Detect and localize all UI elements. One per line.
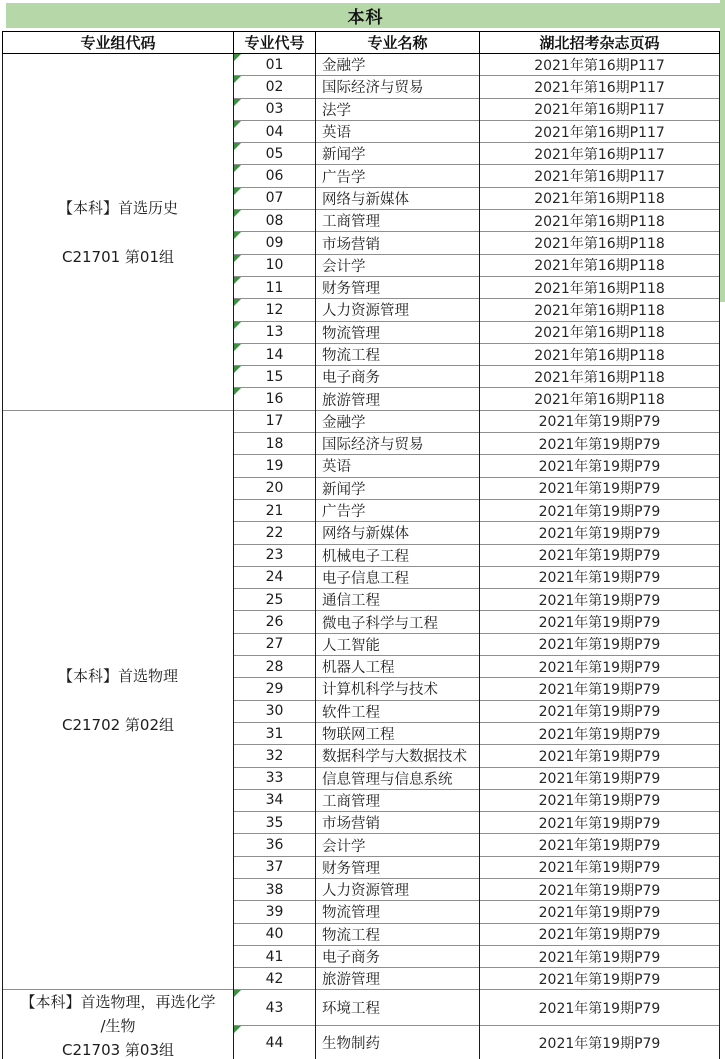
column-header-magazine-page: 湖北招考杂志页码 [480,32,720,54]
major-code-cell [234,566,316,588]
major-name-cell: 国际经济与贸易 [316,433,480,455]
magazine-page-cell: 2021年第19期P79 [480,812,720,834]
magazine-page-cell: 2021年第19期P79 [480,990,720,1025]
major-code-cell [234,767,316,789]
major-code: 09 [265,235,284,252]
major-code: 44 [265,1034,284,1051]
magazine-page-cell: 2021年第19期P79 [480,856,720,878]
major-name-cell: 网络与新媒体 [316,187,480,209]
major-code-cell [234,589,316,611]
major-name-cell: 国际经济与贸易 [316,76,480,98]
table-header [3,32,720,54]
major-code-cell [234,410,316,432]
magazine-page-cell: 2021年第19期P79 [480,656,720,678]
major-name-cell: 信息管理与信息系统 [316,767,480,789]
table-row [3,410,720,432]
major-group [3,54,720,411]
major-code: 22 [265,524,284,541]
major-name-cell: 微电子科学与工程 [316,611,480,633]
column-header-major-code: 专业代号 [234,32,316,54]
major-code-cell [234,878,316,900]
group-label-line: 【本科】首选历史 [57,198,178,217]
magazine-page-cell: 2021年第16期P118 [480,343,720,365]
major-name-cell: 广告学 [316,499,480,521]
major-code: 07 [265,190,284,207]
major-code: 23 [265,547,284,564]
major-name-cell: 物流工程 [316,343,480,365]
major-name-cell: 旅游管理 [316,968,480,990]
major-name-cell: 市场营销 [316,232,480,254]
major-code-cell [234,165,316,187]
major-code-cell [234,388,316,410]
major-name-cell: 电子信息工程 [316,566,480,588]
magazine-page-cell: 2021年第19期P79 [480,678,720,700]
major-code-cell [234,455,316,477]
major-code-cell [234,611,316,633]
magazine-page-cell: 2021年第19期P79 [480,745,720,767]
magazine-page-cell: 2021年第19期P79 [480,878,720,900]
column-header-major-name: 专业名称 [316,32,480,54]
cell-corner-marker-icon [234,76,241,83]
cell-corner-marker-icon [234,121,241,128]
major-code-cell [234,143,316,165]
major-code-cell [234,633,316,655]
major-name-cell: 财务管理 [316,276,480,298]
major-code-cell [234,722,316,744]
magazine-page-cell: 2021年第19期P79 [480,834,720,856]
magazine-page-cell: 2021年第16期P117 [480,165,720,187]
major-code: 37 [265,859,284,876]
major-code: 38 [265,881,284,898]
major-name-cell: 新闻学 [316,477,480,499]
major-code-cell [234,54,316,76]
cell-corner-marker-icon [234,388,241,395]
group-label [3,665,233,735]
major-code-cell [234,433,316,455]
major-code: 20 [265,480,284,497]
major-code: 10 [265,257,284,274]
major-name-cell: 物流管理 [316,321,480,343]
major-code: 03 [265,101,284,118]
major-code-cell [234,98,316,120]
major-name-cell: 物流工程 [316,923,480,945]
major-code: 11 [265,279,284,296]
magazine-page-cell: 2021年第16期P118 [480,210,720,232]
major-code: 04 [265,123,284,140]
magazine-page-cell: 2021年第16期P118 [480,299,720,321]
magazine-page-cell: 2021年第19期P79 [480,767,720,789]
magazine-page-cell: 2021年第19期P79 [480,700,720,722]
major-code: 39 [265,903,284,920]
major-name-cell: 计算机科学与技术 [316,678,480,700]
major-name-cell: 英语 [316,455,480,477]
major-code: 12 [265,301,284,318]
major-code: 16 [265,391,284,408]
group-label-line: /生物 [100,1016,136,1035]
group-label-line: 【本科】首选物理，再选化学 [20,992,216,1011]
table-row [3,54,720,76]
major-code: 40 [265,926,284,943]
major-code-cell [234,901,316,923]
magazine-page-cell: 2021年第19期P79 [480,901,720,923]
magazine-page-cell: 2021年第16期P118 [480,254,720,276]
major-code-cell [234,812,316,834]
magazine-page-cell: 2021年第16期P118 [480,187,720,209]
major-code: 41 [265,948,284,965]
cell-corner-marker-icon [234,366,241,373]
major-code: 34 [265,792,284,809]
major-name-cell: 广告学 [316,165,480,187]
cell-corner-marker-icon [234,99,241,106]
major-code-cell [234,968,316,990]
major-name-cell: 网络与新媒体 [316,522,480,544]
major-name-cell: 机械电子工程 [316,544,480,566]
major-code: 05 [265,145,284,162]
major-code: 06 [265,168,284,185]
major-name-cell: 物联网工程 [316,722,480,744]
major-name-cell: 电子商务 [316,945,480,967]
major-code: 27 [265,636,284,653]
magazine-page-cell: 2021年第19期P79 [480,633,720,655]
major-code-cell [234,1025,316,1059]
right-green-strip [720,0,725,302]
column-header-group-code: 专业组代码 [3,32,234,54]
cell-corner-marker-icon [234,165,241,172]
major-code-cell [234,656,316,678]
major-code-cell [234,499,316,521]
major-code: 08 [265,212,284,229]
major-code-cell [234,945,316,967]
group-label-cell [3,54,234,411]
major-code: 28 [265,658,284,675]
magazine-page-cell: 2021年第16期P117 [480,120,720,142]
major-name-cell: 工商管理 [316,789,480,811]
cell-corner-marker-icon [234,1026,241,1033]
major-code: 36 [265,837,284,854]
magazine-page-cell: 2021年第19期P79 [480,499,720,521]
major-name-cell: 人工智能 [316,633,480,655]
major-code-cell [234,321,316,343]
major-name-cell: 新闻学 [316,143,480,165]
major-code: 19 [265,457,284,474]
major-code: 21 [265,502,284,519]
major-code-cell [234,232,316,254]
majors-table [2,31,720,1059]
major-name-cell: 人力资源管理 [316,878,480,900]
magazine-page-cell: 2021年第19期P79 [480,923,720,945]
major-code: 42 [265,970,284,987]
major-code: 33 [265,770,284,787]
major-name-cell: 环境工程 [316,990,480,1025]
magazine-page-cell: 2021年第19期P79 [480,589,720,611]
major-code: 43 [265,999,284,1016]
group-label [3,197,233,267]
major-code-cell [234,366,316,388]
major-code: 29 [265,680,284,697]
major-name-cell: 物流管理 [316,901,480,923]
cell-corner-marker-icon [234,255,241,262]
table-title-band [6,3,725,28]
major-code-cell [234,210,316,232]
magazine-page-cell: 2021年第19期P79 [480,611,720,633]
major-code-cell [234,834,316,856]
major-name-cell: 金融学 [316,410,480,432]
major-name-cell: 机器人工程 [316,656,480,678]
major-code-cell [234,923,316,945]
cell-corner-marker-icon [234,143,241,150]
major-code-cell [234,254,316,276]
magazine-page-cell: 2021年第19期P79 [480,455,720,477]
major-code: 14 [265,346,284,363]
group-label-cell [3,410,234,990]
magazine-page-cell: 2021年第19期P79 [480,410,720,432]
table-title: 本科 [347,8,384,28]
major-code-cell [234,745,316,767]
magazine-page-cell: 2021年第19期P79 [480,522,720,544]
major-code-cell [234,522,316,544]
major-name-cell: 会计学 [316,834,480,856]
group-label-line: 【本科】首选物理 [57,667,178,686]
major-name-cell: 人力资源管理 [316,299,480,321]
major-code: 18 [265,435,284,452]
major-code: 25 [265,591,284,608]
major-code: 13 [265,324,284,341]
major-name-cell: 电子商务 [316,366,480,388]
magazine-page-cell: 2021年第16期P118 [480,366,720,388]
major-code-cell [234,856,316,878]
major-code-cell [234,343,316,365]
magazine-page-cell: 2021年第16期P117 [480,76,720,98]
major-name-cell: 英语 [316,120,480,142]
magazine-page-cell: 2021年第16期P118 [480,388,720,410]
major-code: 02 [265,78,284,95]
magazine-page-cell: 2021年第16期P118 [480,232,720,254]
group-label-line: C21702 第02组 [61,716,175,735]
major-code-cell [234,990,316,1025]
magazine-page-cell: 2021年第16期P117 [480,54,720,76]
header-row [3,32,720,54]
major-code: 30 [265,703,284,720]
major-group [3,410,720,990]
magazine-page-cell: 2021年第19期P79 [480,544,720,566]
major-code: 01 [265,56,284,73]
group-label-line: C21703 第03组 [61,1040,175,1059]
table-row [3,990,720,1025]
major-code: 35 [265,814,284,831]
major-name-cell: 生物制药 [316,1025,480,1059]
major-code: 24 [265,569,284,586]
major-code: 32 [265,747,284,764]
magazine-page-cell: 2021年第16期P118 [480,276,720,298]
magazine-page-cell: 2021年第19期P79 [480,722,720,744]
major-name-cell: 会计学 [316,254,480,276]
major-name-cell: 工商管理 [316,210,480,232]
magazine-page-cell: 2021年第19期P79 [480,968,720,990]
magazine-page-cell: 2021年第19期P79 [480,789,720,811]
group-label-cell [3,990,234,1059]
cell-corner-marker-icon [234,232,241,239]
major-code: 26 [265,614,284,631]
major-code-cell [234,789,316,811]
magazine-page-cell: 2021年第19期P79 [480,477,720,499]
major-code: 17 [265,413,284,430]
major-code-cell [234,700,316,722]
magazine-page-cell: 2021年第16期P117 [480,98,720,120]
major-name-cell: 软件工程 [316,700,480,722]
magazine-page-cell: 2021年第19期P79 [480,945,720,967]
magazine-page-cell: 2021年第19期P79 [480,566,720,588]
major-code-cell [234,678,316,700]
major-code-cell [234,299,316,321]
cell-corner-marker-icon [234,299,241,306]
magazine-page-cell: 2021年第19期P79 [480,433,720,455]
major-name-cell: 通信工程 [316,589,480,611]
major-name-cell: 财务管理 [316,856,480,878]
cell-corner-marker-icon [234,990,241,997]
major-name-cell: 金融学 [316,54,480,76]
group-label [3,991,233,1059]
major-code-cell [234,76,316,98]
major-code: 15 [265,368,284,385]
major-code-cell [234,544,316,566]
cell-corner-marker-icon [234,322,241,329]
major-group [3,990,720,1059]
major-name-cell: 法学 [316,98,480,120]
magazine-page-cell: 2021年第19期P79 [480,1025,720,1059]
magazine-page-cell: 2021年第16期P117 [480,143,720,165]
major-name-cell: 市场营销 [316,812,480,834]
major-code-cell [234,187,316,209]
major-code-cell [234,120,316,142]
magazine-page-cell: 2021年第16期P118 [480,321,720,343]
cell-corner-marker-icon [234,188,241,195]
major-code: 31 [265,725,284,742]
group-label-line: C21701 第01组 [61,247,175,266]
cell-corner-marker-icon [234,210,241,217]
cell-corner-marker-icon [234,54,241,61]
cell-corner-marker-icon [234,277,241,284]
major-name-cell: 旅游管理 [316,388,480,410]
major-code-cell [234,477,316,499]
major-code-cell [234,276,316,298]
major-name-cell: 数据科学与大数据技术 [316,745,480,767]
cell-corner-marker-icon [234,344,241,351]
